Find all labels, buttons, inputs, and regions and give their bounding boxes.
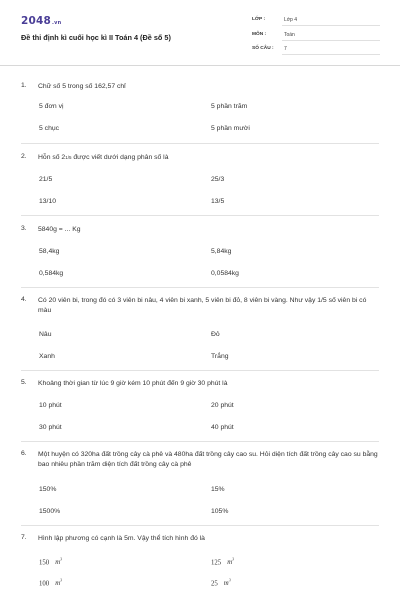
question-number: 1. [21,82,27,89]
option-b[interactable]: 15% [211,486,225,493]
question-divider [21,525,379,526]
question-stem: Có 20 viên bi, trong đó có 3 viên bi nâu, 4 viên bi xanh, 5 viên bi đỏ, 8 viên bi vàng. Như vậy 1/5 số viên bi có màu [38,297,367,314]
option-b[interactable]: 20 phút [211,402,234,409]
option-a[interactable]: 21/5 [39,176,53,183]
option-a[interactable]: 10 phút [39,402,62,409]
option-unit [227,559,234,566]
option-a[interactable]: Nâu [39,331,52,338]
option-d[interactable]: 0,0584kg [211,270,239,277]
question-divider [21,215,379,216]
option-value: 100 [39,580,50,588]
option-b[interactable]: 5 phần trăm [211,103,248,110]
meta-subject-value: Toán [284,32,295,38]
unit-exponent: 3 [228,578,231,583]
unit-text: m [55,559,61,567]
option-a[interactable]: 5 đơn vị [39,103,64,110]
site-logo[interactable] [21,15,61,27]
option-d[interactable]: Trắng [211,353,229,360]
exam-header [0,0,400,66]
question-stem: Khoảng thời gian từ lúc 9 giờ kém 10 phút đến 9 giờ 30 phút là [38,380,228,387]
question-number: 3. [21,225,27,232]
meta-class-value: Lớp 4 [284,17,298,23]
question-number: 4. [21,296,27,303]
option-c[interactable] [39,578,62,587]
option-c[interactable]: Xanh [39,353,55,360]
question-stem: Hình lập phương có cạnh là 5m. Vậy thể tích hình đó là [38,535,205,542]
option-a[interactable] [39,557,62,566]
question-number: 5. [21,379,27,386]
exam-title: Đề thi định kì cuối học kì II Toán 4 (Đề số 5) [21,33,171,42]
option-c[interactable]: 30 phút [39,424,62,431]
unit-text: m [227,559,233,567]
option-value: 150 [39,559,50,567]
meta-underline [282,25,380,26]
meta-class [252,17,380,27]
option-unit [55,580,62,587]
question-number: 6. [21,450,27,457]
question-divider [21,287,379,288]
option-d[interactable] [211,578,231,587]
unit-text: m [223,580,229,588]
option-c[interactable]: 5 chục [39,125,60,132]
logo-text: 2048 [21,15,52,27]
meta-subject-label: MÔN : [252,32,267,37]
option-d[interactable]: 13/5 [211,198,225,205]
option-unit [55,559,62,566]
option-b[interactable]: Đỏ [211,331,220,338]
meta-class-label: LỚP : [252,17,266,22]
option-b[interactable]: 25/3 [211,176,225,183]
option-a[interactable]: 58,4kg [39,248,60,255]
meta-underline [282,54,380,55]
logo-tld: .vn [52,20,62,26]
unit-exponent: 3 [60,557,63,562]
option-value: 25 [211,580,218,588]
question-divider [21,441,379,442]
option-value: 125 [211,559,222,567]
unit-exponent: 3 [232,557,235,562]
question-divider [21,370,379,371]
meta-count-label: SỐ CÂU : [252,46,274,51]
question-number: 7. [21,534,27,541]
question-stem [38,153,378,163]
option-b[interactable] [211,557,234,566]
option-b[interactable]: 5,84kg [211,248,232,255]
option-d[interactable]: 105% [211,508,229,515]
option-d[interactable]: 5 phần mười [211,125,250,132]
option-d[interactable]: 40 phút [211,424,234,431]
option-unit [224,580,231,587]
stem-text: Hỗn số 2 [38,154,66,161]
meta-underline [282,40,380,41]
question-number: 2. [21,153,27,160]
option-c[interactable]: 0,584kg [39,270,64,277]
option-c[interactable]: 1500% [39,508,61,515]
unit-text: m [55,580,61,588]
stem-fraction: 1/5 [65,155,72,160]
option-c[interactable]: 13/10 [39,198,57,205]
question-stem: Chữ số 5 trong số 162,57 chỉ [38,83,126,90]
option-a[interactable]: 150% [39,486,57,493]
meta-count [252,46,380,56]
question-stem: Một huyện có 320ha đất trồng cây cà phê và 480ha đất trồng cây cao su. Hỏi diện tích đất trồng cây cao su bằng bao nhiêu phần trăm diện tích đất trồng cây cà phê [38,451,378,468]
meta-subject [252,32,380,42]
stem-text-tail: được viết dưới dạng phân số là [71,154,169,161]
question-divider [21,143,379,144]
question-stem: 5840g = ... Kg [38,226,81,233]
meta-count-value: 7 [284,46,287,52]
unit-exponent: 3 [60,578,63,583]
